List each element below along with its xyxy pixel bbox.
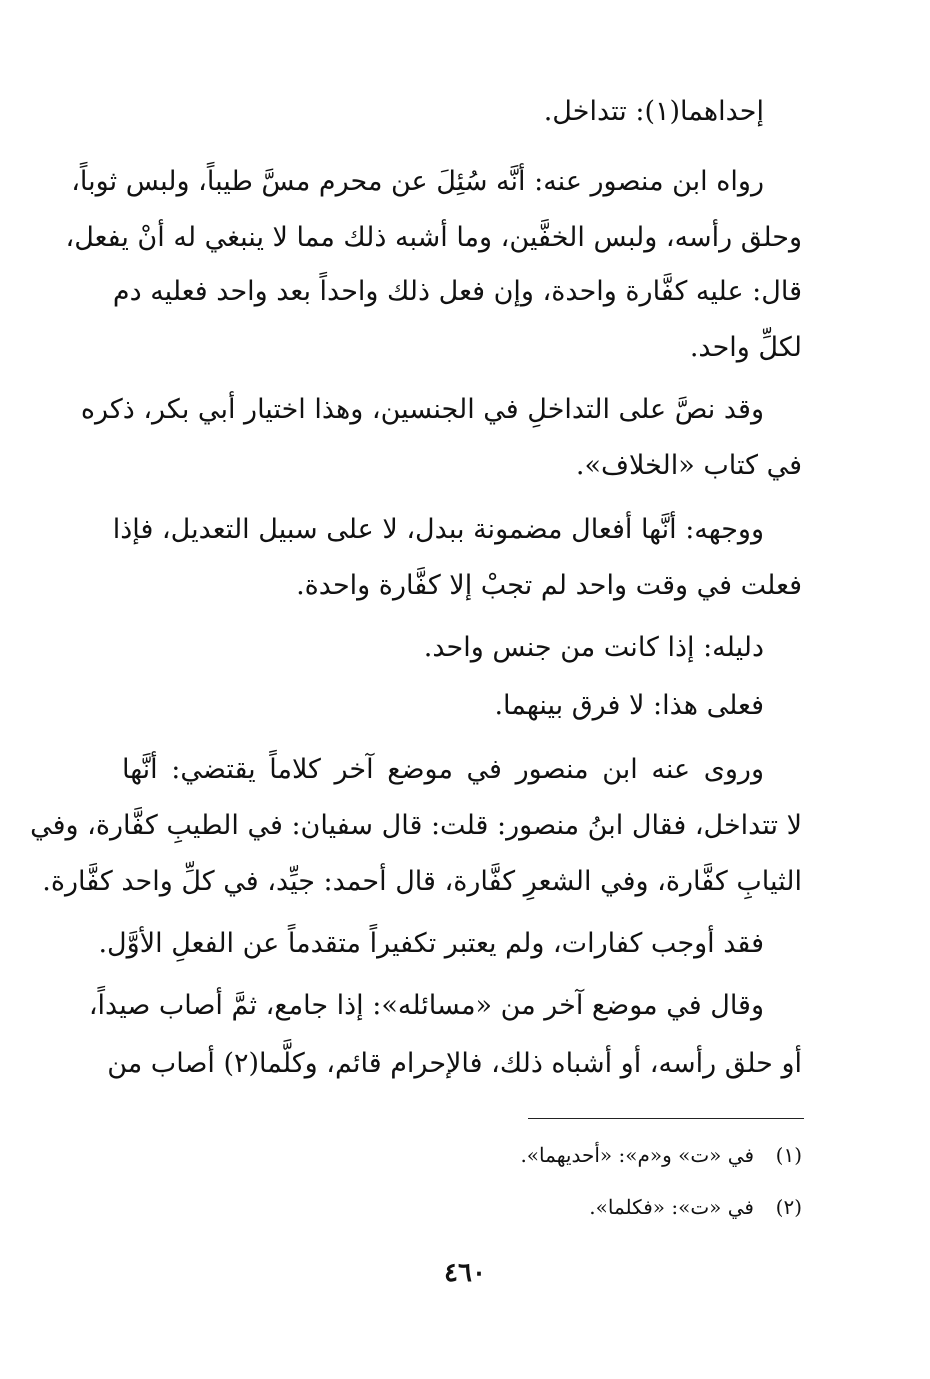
body-line: الثيابِ كفَّارة، وفي الشعرِ كفَّارة، قال أحمد: جيِّد، في كلِّ واحد كفَّارة. [42,866,802,897]
body-line: ووجهه: أنَّها أفعال مضمونة ببدل، لا على سبيل التعديل، فإذا [112,514,764,545]
footnote-separator [528,1118,804,1119]
body-line: قال: عليه كفَّارة واحدة، وإن فعل ذلك واحداً بعد واحد فعليه دم [112,276,802,307]
body-line: فعلت في وقت واحد لم تجبْ إلا كفَّارة واحدة. [296,570,802,601]
body-line: أو حلق رأسه، أو أشباه ذلك، فالإحرام قائم، وكلَّما(٢) أصاب من [107,1048,802,1079]
body-line: وروى عنه ابن منصور في موضع آخر كلاماً يقتضي: أنَّها [122,754,764,785]
footnote-text: في «ت»: «فكلما». [589,1195,754,1219]
body-line: فعلى هذا: لا فرق بينهما. [494,690,764,721]
body-line: دليله: إذا كانت من جنس واحد. [423,632,764,663]
body-line: وقد نصَّ على التداخلِ في الجنسين، وهذا اختيار أبي بكر، ذكره [80,394,764,425]
body-line: في كتاب «الخلاف». [575,450,802,481]
body-line: فقد أوجب كفارات، ولم يعتبر تكفيراً متقدماً عن الفعلِ الأوَّل. [98,928,764,959]
body-line: وقال في موضع آخر من «مسائله»: إذا جامع، ثمَّ أصاب صيداً، [88,990,764,1021]
body-line: وحلق رأسه، ولبس الخفَّين، وما أشبه ذلك مما لا ينبغي له أنْ يفعل، [65,222,802,253]
footnote-number: (١) [775,1143,802,1167]
page-number: ٤٦٠ [444,1258,486,1288]
body-line: رواه ابن منصور عنه: أنَّه سُئِلَ عن محرم مسَّ طيباً، ولبس ثوباً، [71,166,764,197]
body-line: لكلِّ واحد. [689,332,802,363]
footnote-number: (٢) [775,1195,802,1219]
footnote-text: في «ت» و«م»: «أحديهما». [520,1143,754,1167]
footnote [402,1140,802,1170]
footnote [402,1192,802,1222]
body-line: لا تتداخل، فقال ابنُ منصور: قلت: قال سفيان: في الطيبِ كفَّارة، وفي [30,810,802,841]
body-line: إحداهما(١): تتداخل. [543,96,764,127]
